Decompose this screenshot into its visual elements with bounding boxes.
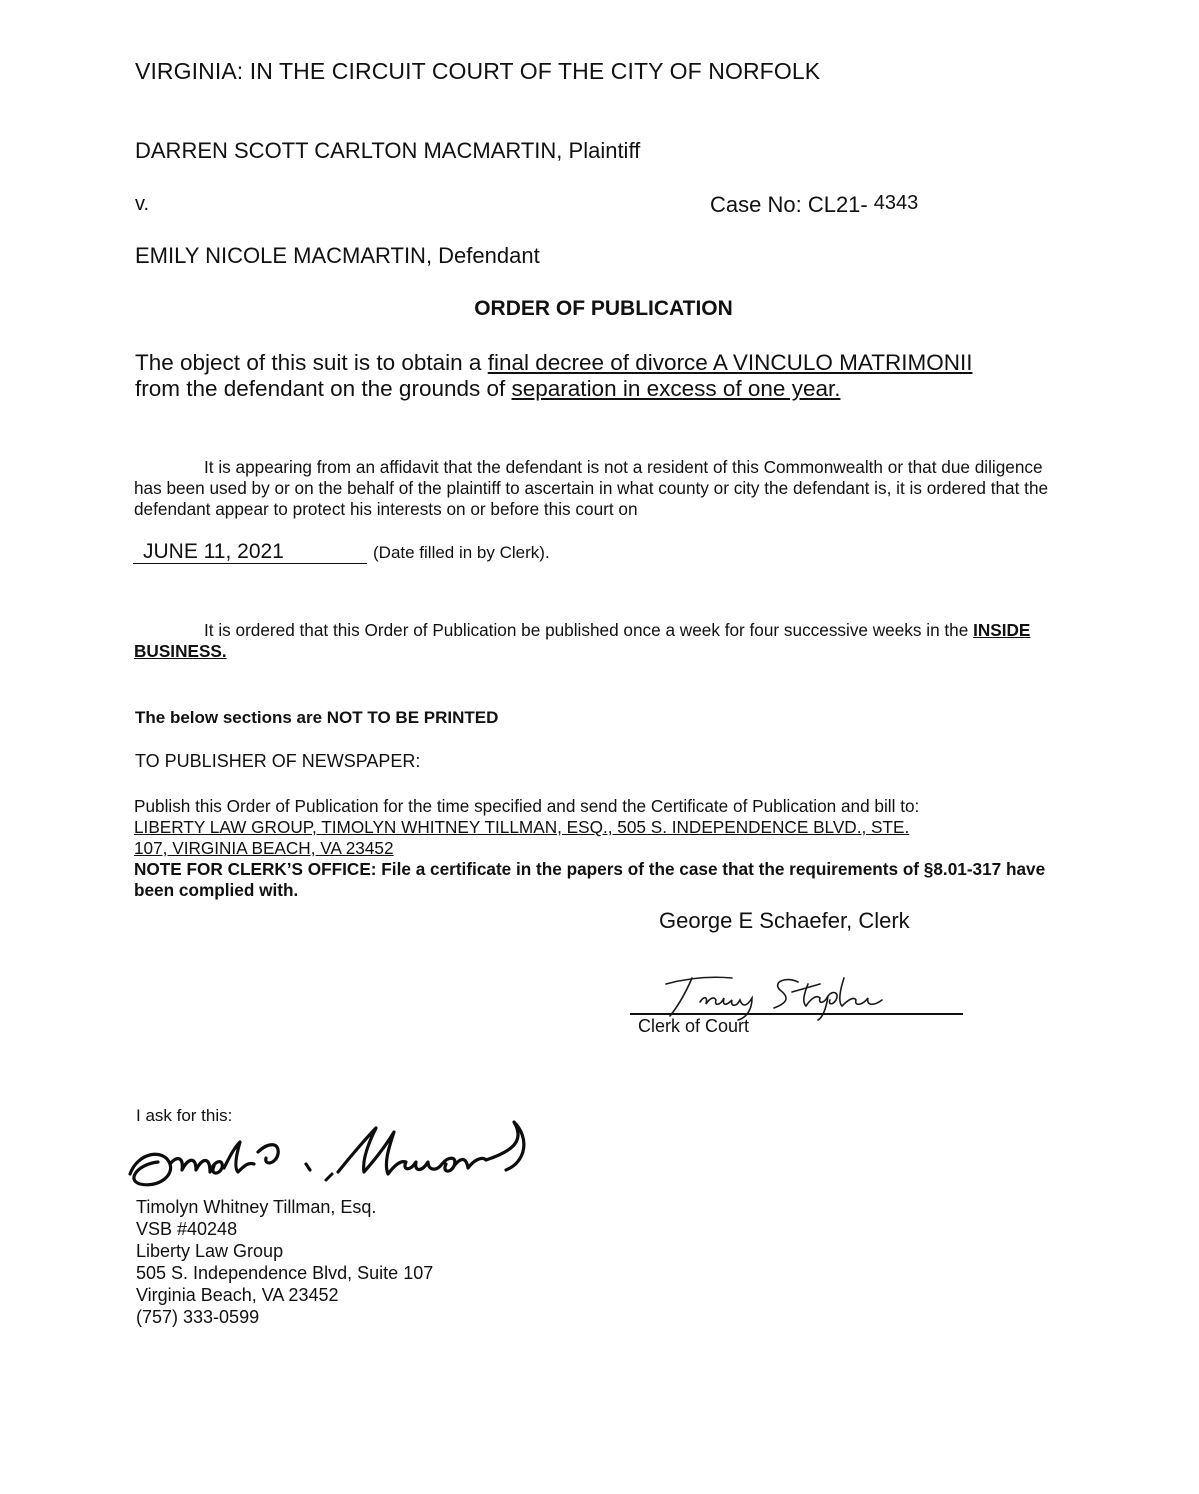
publication-paragraph	[134, 620, 1064, 662]
versus-label: v.	[135, 193, 150, 215]
appearance-date-line	[133, 540, 550, 564]
object-middle: from the defendant on the grounds of	[135, 376, 512, 401]
divorce-grounds: separation in excess of one year.	[511, 376, 841, 401]
publication-text: It is ordered that this Order of Publication be published once a week for four successive weeks in the	[204, 620, 974, 640]
clerk-signature-line	[630, 1013, 963, 1015]
newspaper-name: INSIDE BUSINESS.	[134, 620, 1031, 661]
clerk-office-note: NOTE FOR CLERK’S OFFICE: File a certificate in the papers of the case that the requirements of §8.01-317 have been complied with.	[134, 859, 1046, 900]
publish-instruction	[134, 796, 1064, 901]
attorney-signature	[118, 1112, 538, 1202]
attorney-block	[136, 1196, 433, 1328]
decree-type: final decree of divorce A VINCULO MATRIMONII	[487, 350, 973, 375]
attorney-vsb: VSB #40248	[136, 1219, 238, 1239]
publish-instruction-text: Publish this Order of Publication for the time specified and send the Certificate of Publication and bill to:	[134, 796, 920, 816]
appearance-date: JUNE 11, 2021	[133, 541, 367, 564]
not-printed-notice: The below sections are NOT TO BE PRINTED	[135, 708, 499, 727]
attorney-address-2: Virginia Beach, VA 23452	[136, 1285, 339, 1305]
affidavit-paragraph	[134, 457, 1064, 520]
court-heading: VIRGINIA: IN THE CIRCUIT COURT OF THE CITY OF NORFOLK	[135, 58, 821, 84]
case-label: Case No: CL21-	[710, 192, 868, 217]
attorney-address-1: 505 S. Independence Blvd, Suite 107	[136, 1263, 434, 1283]
case-number-line	[710, 192, 918, 218]
affidavit-text: It is appearing from an affidavit that the defendant is not a resident of this Commonwealth or that due diligence has been used by or on the behalf of the plaintiff to ascertain in what county or city the defendant is, it is ordered that the defendant appear to protect his interests on or before this court on	[134, 457, 1049, 519]
bill-to-line-1: LIBERTY LAW GROUP, TIMOLYN WHITNEY TILLMAN, ESQ., 505 S. INDEPENDENCE BLVD., STE.	[134, 817, 910, 837]
attorney-name: Timolyn Whitney Tillman, Esq.	[136, 1197, 377, 1217]
plaintiff-name: DARREN SCOTT CARLTON MACMARTIN, Plaintiff	[135, 138, 641, 163]
attorney-firm: Liberty Law Group	[136, 1241, 284, 1261]
bill-to-line-2: 107, VIRGINIA BEACH, VA 23452	[134, 838, 394, 858]
clerk-title: Clerk of Court	[638, 1016, 750, 1036]
suit-object	[135, 350, 972, 402]
attorney-phone: (757) 333-0599	[136, 1307, 260, 1327]
defendant-name: EMILY NICOLE MACMARTIN, Defendant	[135, 243, 540, 268]
publisher-heading: TO PUBLISHER OF NEWSPAPER:	[135, 751, 421, 771]
object-lead: The object of this suit is to obtain a	[135, 350, 488, 375]
clerk-name: George E Schaefer, Clerk	[659, 908, 910, 933]
document-title: ORDER OF PUBLICATION	[474, 297, 733, 320]
request-label: I ask for this:	[136, 1106, 233, 1125]
case-number: 4343	[873, 192, 919, 214]
date-note: (Date filled in by Clerk).	[373, 543, 550, 562]
